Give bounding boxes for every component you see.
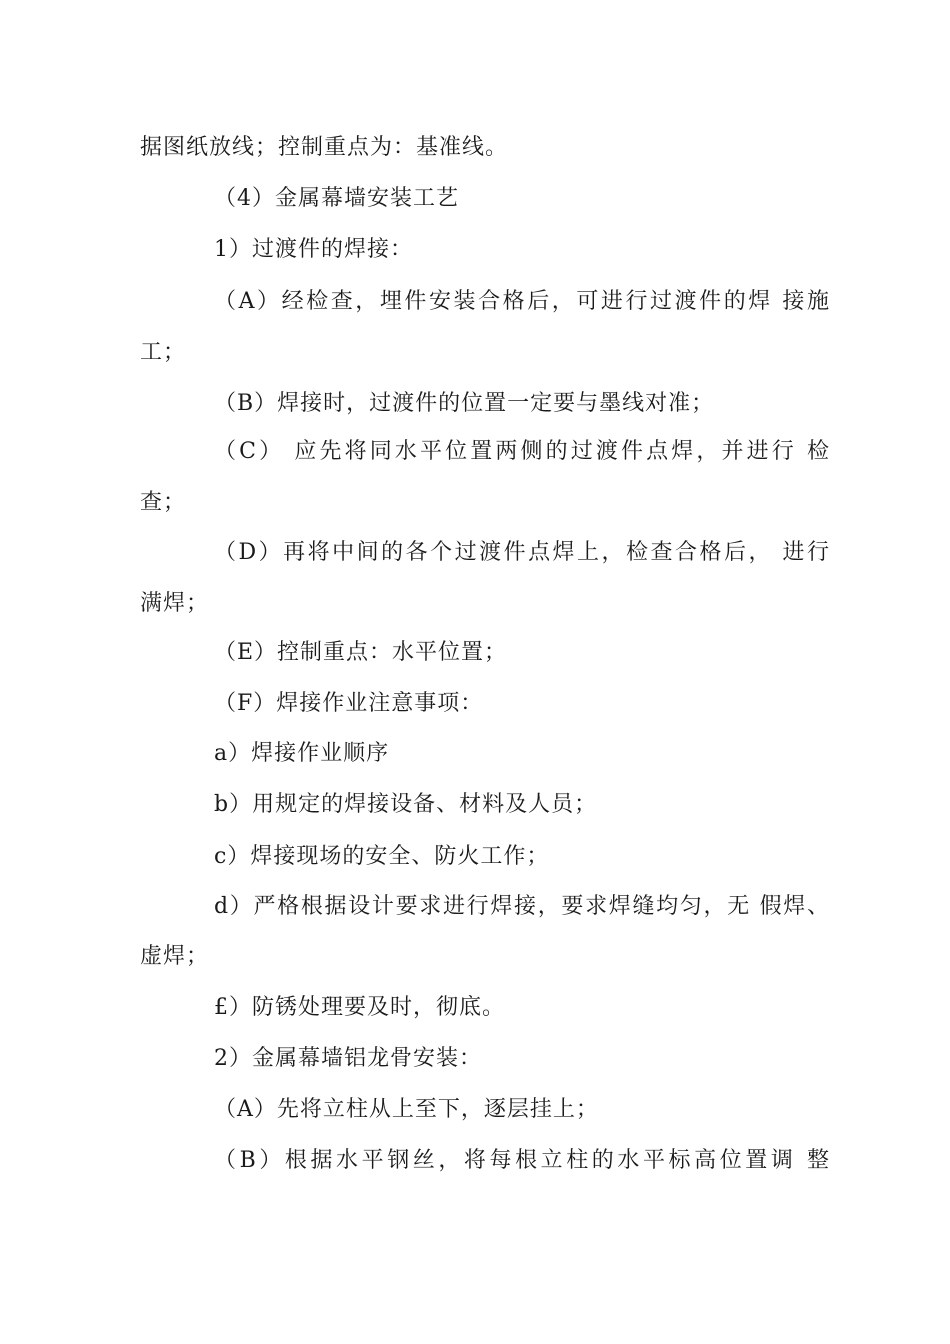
text-line: （B）根据水平钢丝，将每根立柱的水平标高位置调 整 [214,1148,830,1173]
list-item: d）严格根据设计要求进行焊接，要求焊缝均匀，无 假焊、 [214,894,830,919]
section-heading: （4）金属幕墙安装工艺 [214,186,459,211]
text-line: （C） 应先将同水平位置两侧的过渡件点焊，并进行 检 [214,439,830,464]
list-item: £）防锈处理要及时，彻底。 [214,995,505,1020]
list-item: b）用规定的焊接设备、材料及人员； [214,792,598,817]
text-line: 据图纸放线；控制重点为：基准线。 [140,135,509,160]
text-line: 工； [140,340,187,365]
text-line: （B）焊接时，过渡件的位置一定要与墨线对准； [214,391,715,416]
text-line: （A）先将立柱从上至下，逐层挂上； [214,1097,599,1122]
text-line: （E）控制重点：水平位置； [214,640,508,665]
list-item: c）焊接现场的安全、防火工作； [214,844,550,869]
subsection-heading: 1）过渡件的焊接： [214,237,413,262]
text-line: 虚焊； [140,944,210,969]
text-line: （A）经检查，埋件安装合格后，可进行过渡件的焊 接施 [214,289,830,314]
text-line: 满焊； [140,591,210,616]
list-item: a）焊接作业顺序 [214,741,390,766]
text-line: 查； [140,490,187,515]
text-line: （F）焊接作业注意事项： [214,691,484,716]
text-line: （D）再将中间的各个过渡件点焊上，检查合格后， 进行 [214,540,830,565]
subsection-heading: 2）金属幕墙铝龙骨安装： [214,1046,482,1071]
